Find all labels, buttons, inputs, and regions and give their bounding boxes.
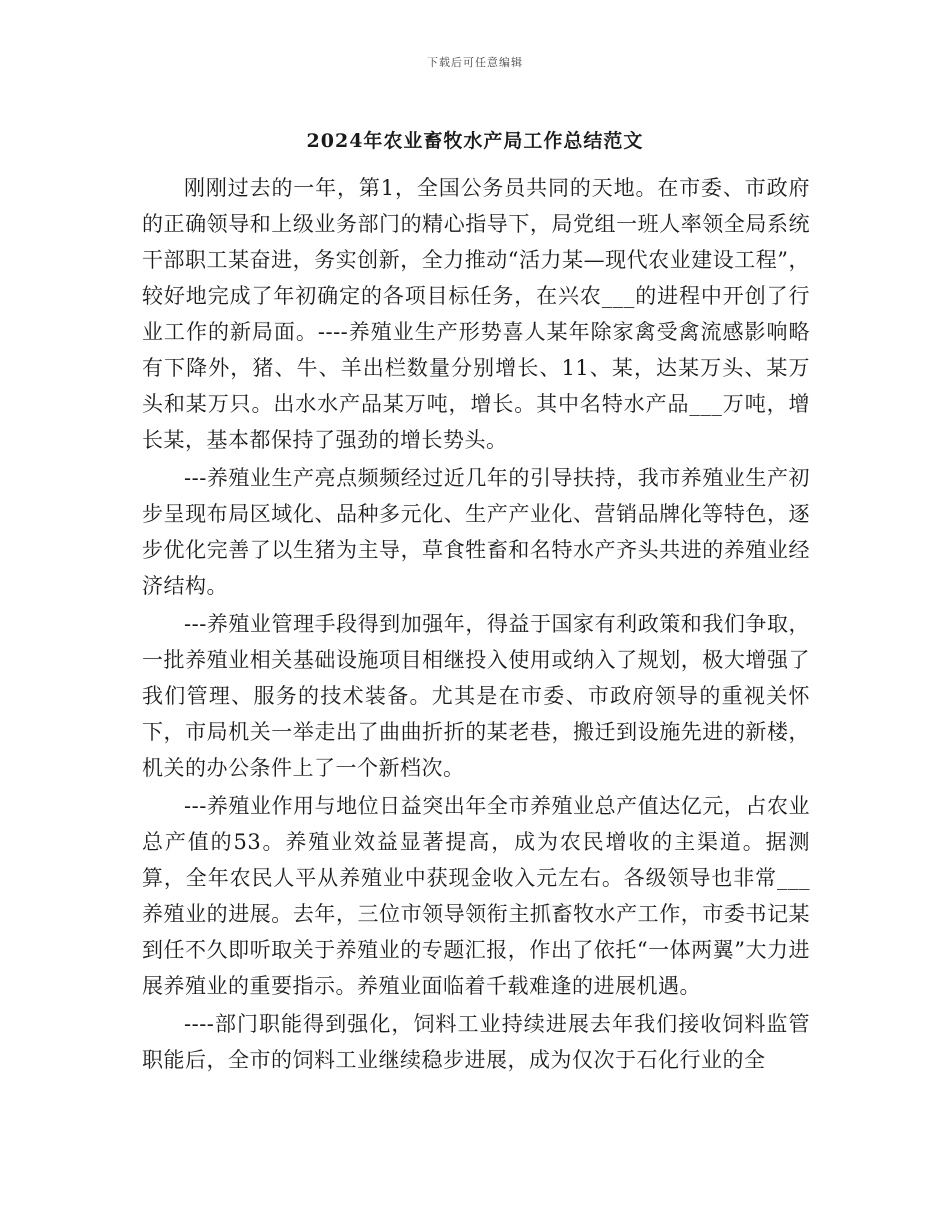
paragraph-feed-industry: ----部门职能得到强化，饲料工业持续进展去年我们接收饲料监管职能后，全市的饲料工业继续稳步进展，成为仅次于石化行业的全	[142, 1012, 810, 1072]
paragraph-highlights: ---养殖业生产亮点频频经过近几年的引导扶持，我市养殖业生产初步呈现布局区域化、品种多元化、生产产业化、营销品牌化等特色，逐步优化完善了以生猪为主导，草食牲畜和名特水产齐头共进的养殖业经济结构。	[142, 466, 810, 598]
document-title: 2024年农业畜牧水产局工作总结范文	[306, 130, 644, 152]
paragraph-management: ---养殖业管理手段得到加强年，得益于国家有利政策和我们争取，一批养殖业相关基础设施项目相继投入使用或纳入了规划，极大增强了我们管理、服务的技术装备。尤其是在市委、市政府领导的重视关怀下，市局机关一举走出了曲曲折折的某老巷，搬迁到设施先进的新楼，机关的办公条件上了一个新档次。	[142, 612, 810, 780]
page-header-note: 下载后可任意编辑	[427, 56, 523, 69]
paragraph-role-status: ---养殖业作用与地位日益突出年全市养殖业总产值达亿元，占农业总产值的53。养殖业效益显著提高，成为农民增收的主渠道。据测算，全年农民人平从养殖业中获现金收入元左右。各级领导也非常___养殖业的进展。去年，三位市领导领衔主抓畜牧水产工作，市委书记某到任不久即听取关于养殖业的专题汇报，作出了依托“一体两翼”大力进展养殖业的重要指示。养殖业面临着千载难逢的进展机遇。	[142, 794, 810, 998]
paragraph-intro: 刚刚过去的一年，第1，全国公务员共同的天地。在市委、市政府的正确领导和上级业务部门的精心指导下，局党组一班人率领全局系统干部职工某奋进，务实创新，全力推动“活力某—现代农业建设工程”，较好地完成了年初确定的各项目标任务，在兴农___的进程中开创了行业工作的新局面。----养殖业生产形势喜人某年除家禽受禽流感影响略有下降外，猪、牛、羊出栏数量分别增长、11、某，达某万头、某万头和某万只。出水水产品某万吨，增长。其中名特水产品___万吨，增长某，基本都保持了强劲的增长势头。	[142, 176, 810, 452]
document-body	[142, 170, 810, 1078]
